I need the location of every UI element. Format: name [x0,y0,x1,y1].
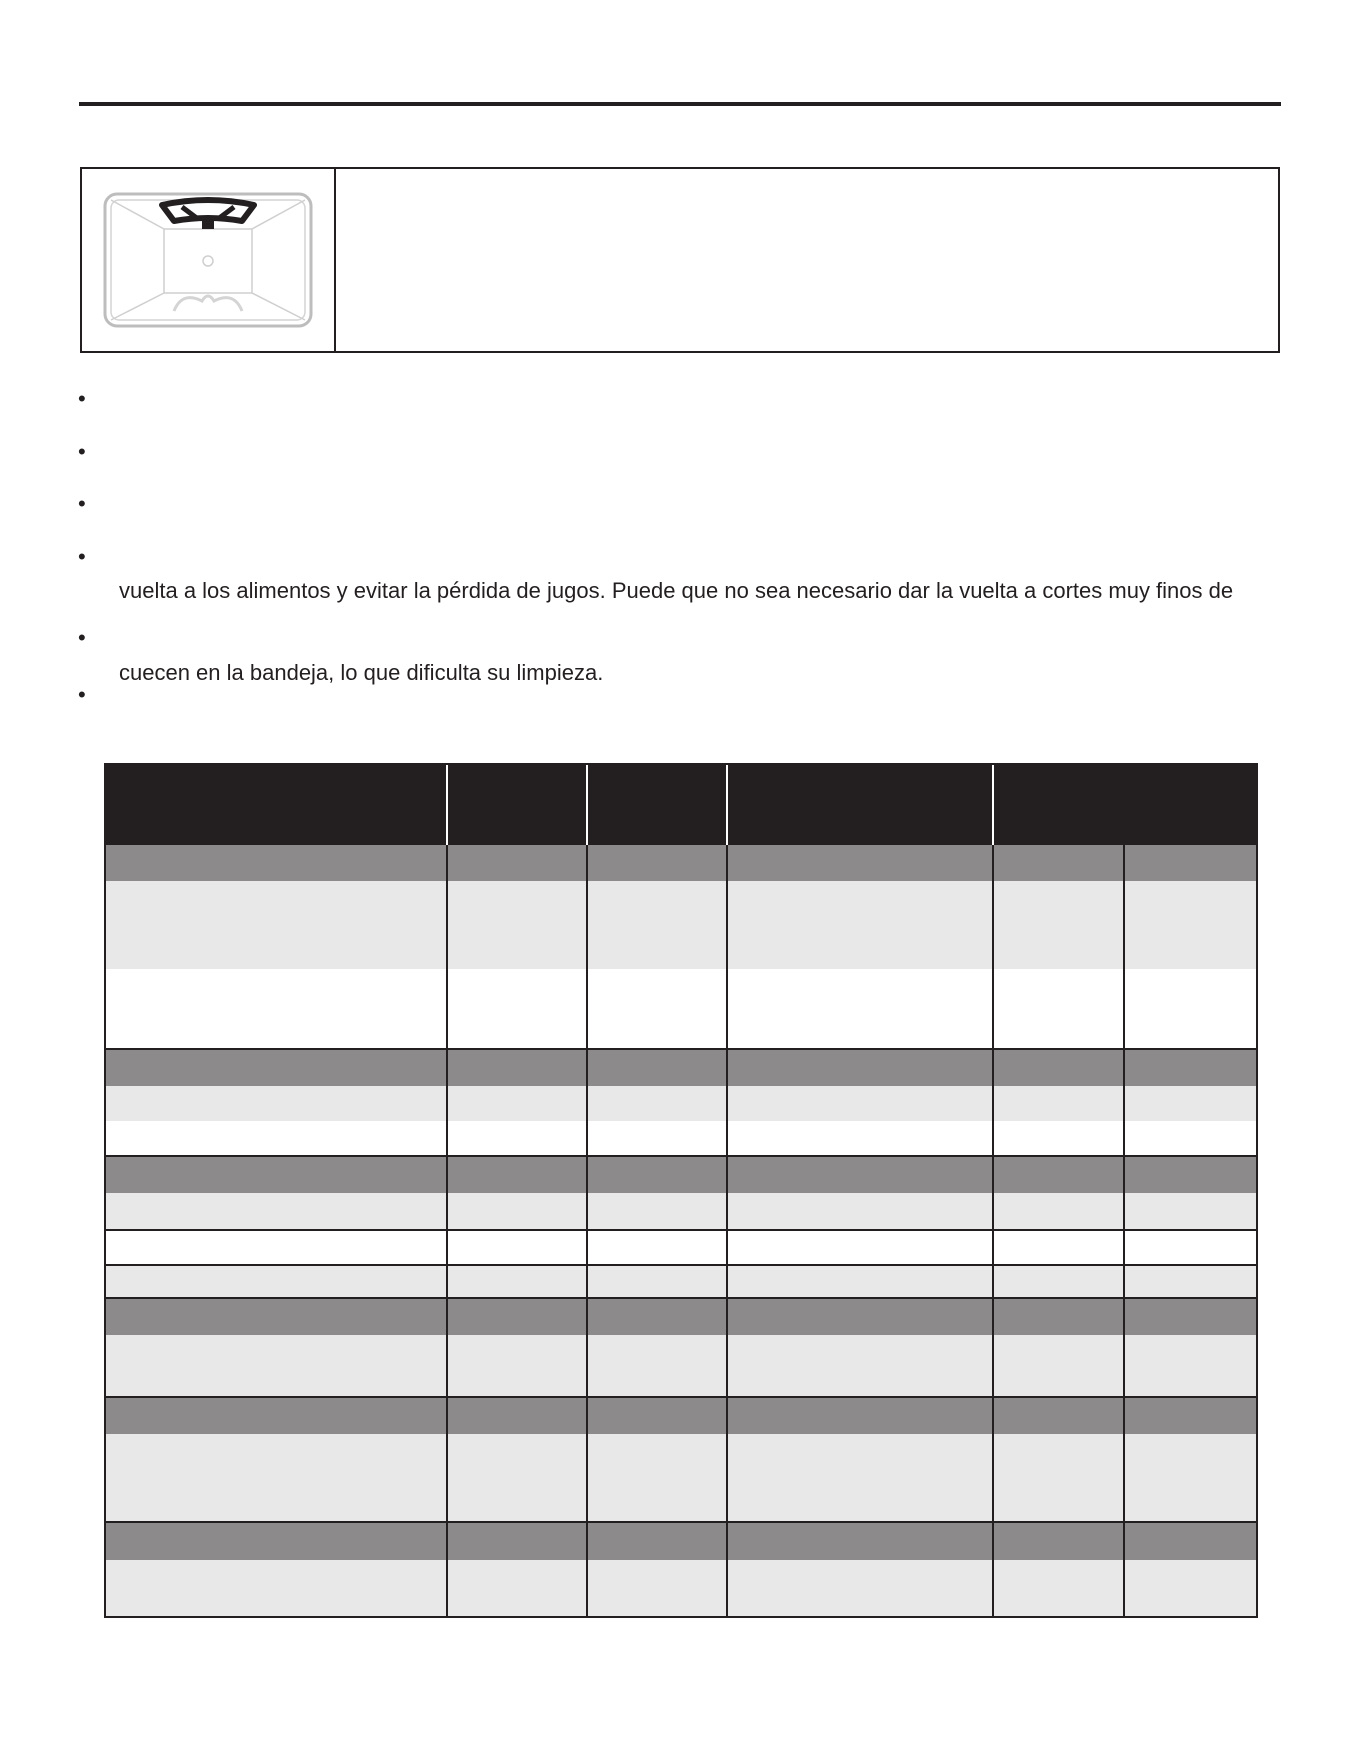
bullet-dot: • [78,625,86,650]
table-section-row [104,1397,1258,1434]
broiling-guide-table [104,763,1258,1618]
broiling-table-graphic [104,763,1258,1618]
table-section-row [104,1049,1258,1086]
broil-info-box [80,167,1280,353]
bullet-dot: • [78,491,86,516]
table-row [104,1335,1258,1397]
bullet-dot: • [78,544,86,569]
table-row [104,1193,1258,1230]
table-section-row [104,1298,1258,1335]
top-rule [79,102,1281,106]
table-row [104,1265,1258,1298]
bullet-dot: • [78,682,86,707]
bullet-dot: • [78,439,86,464]
table-row [104,1121,1258,1156]
table-row [104,881,1258,969]
table-section-row [104,1156,1258,1193]
table-row [104,1560,1258,1618]
table-row [104,1086,1258,1121]
table-row [104,1230,1258,1265]
table-section-row [104,1522,1258,1560]
tip-continued-line: cuecen en la bandeja, lo que dificulta su limpieza. [119,660,604,685]
bullet-dot: • [78,386,86,411]
oven-broil-icon [102,191,314,329]
table-row [104,1434,1258,1522]
tip-continued-line: vuelta a los alimentos y evitar la pérdida de jugos. Puede que no sea necesario dar la vuelta a cortes muy finos de [119,578,1234,603]
table-section-row [104,845,1258,881]
info-box-divider [334,169,336,351]
table-row [104,969,1258,1049]
table-header-row [104,763,1258,845]
